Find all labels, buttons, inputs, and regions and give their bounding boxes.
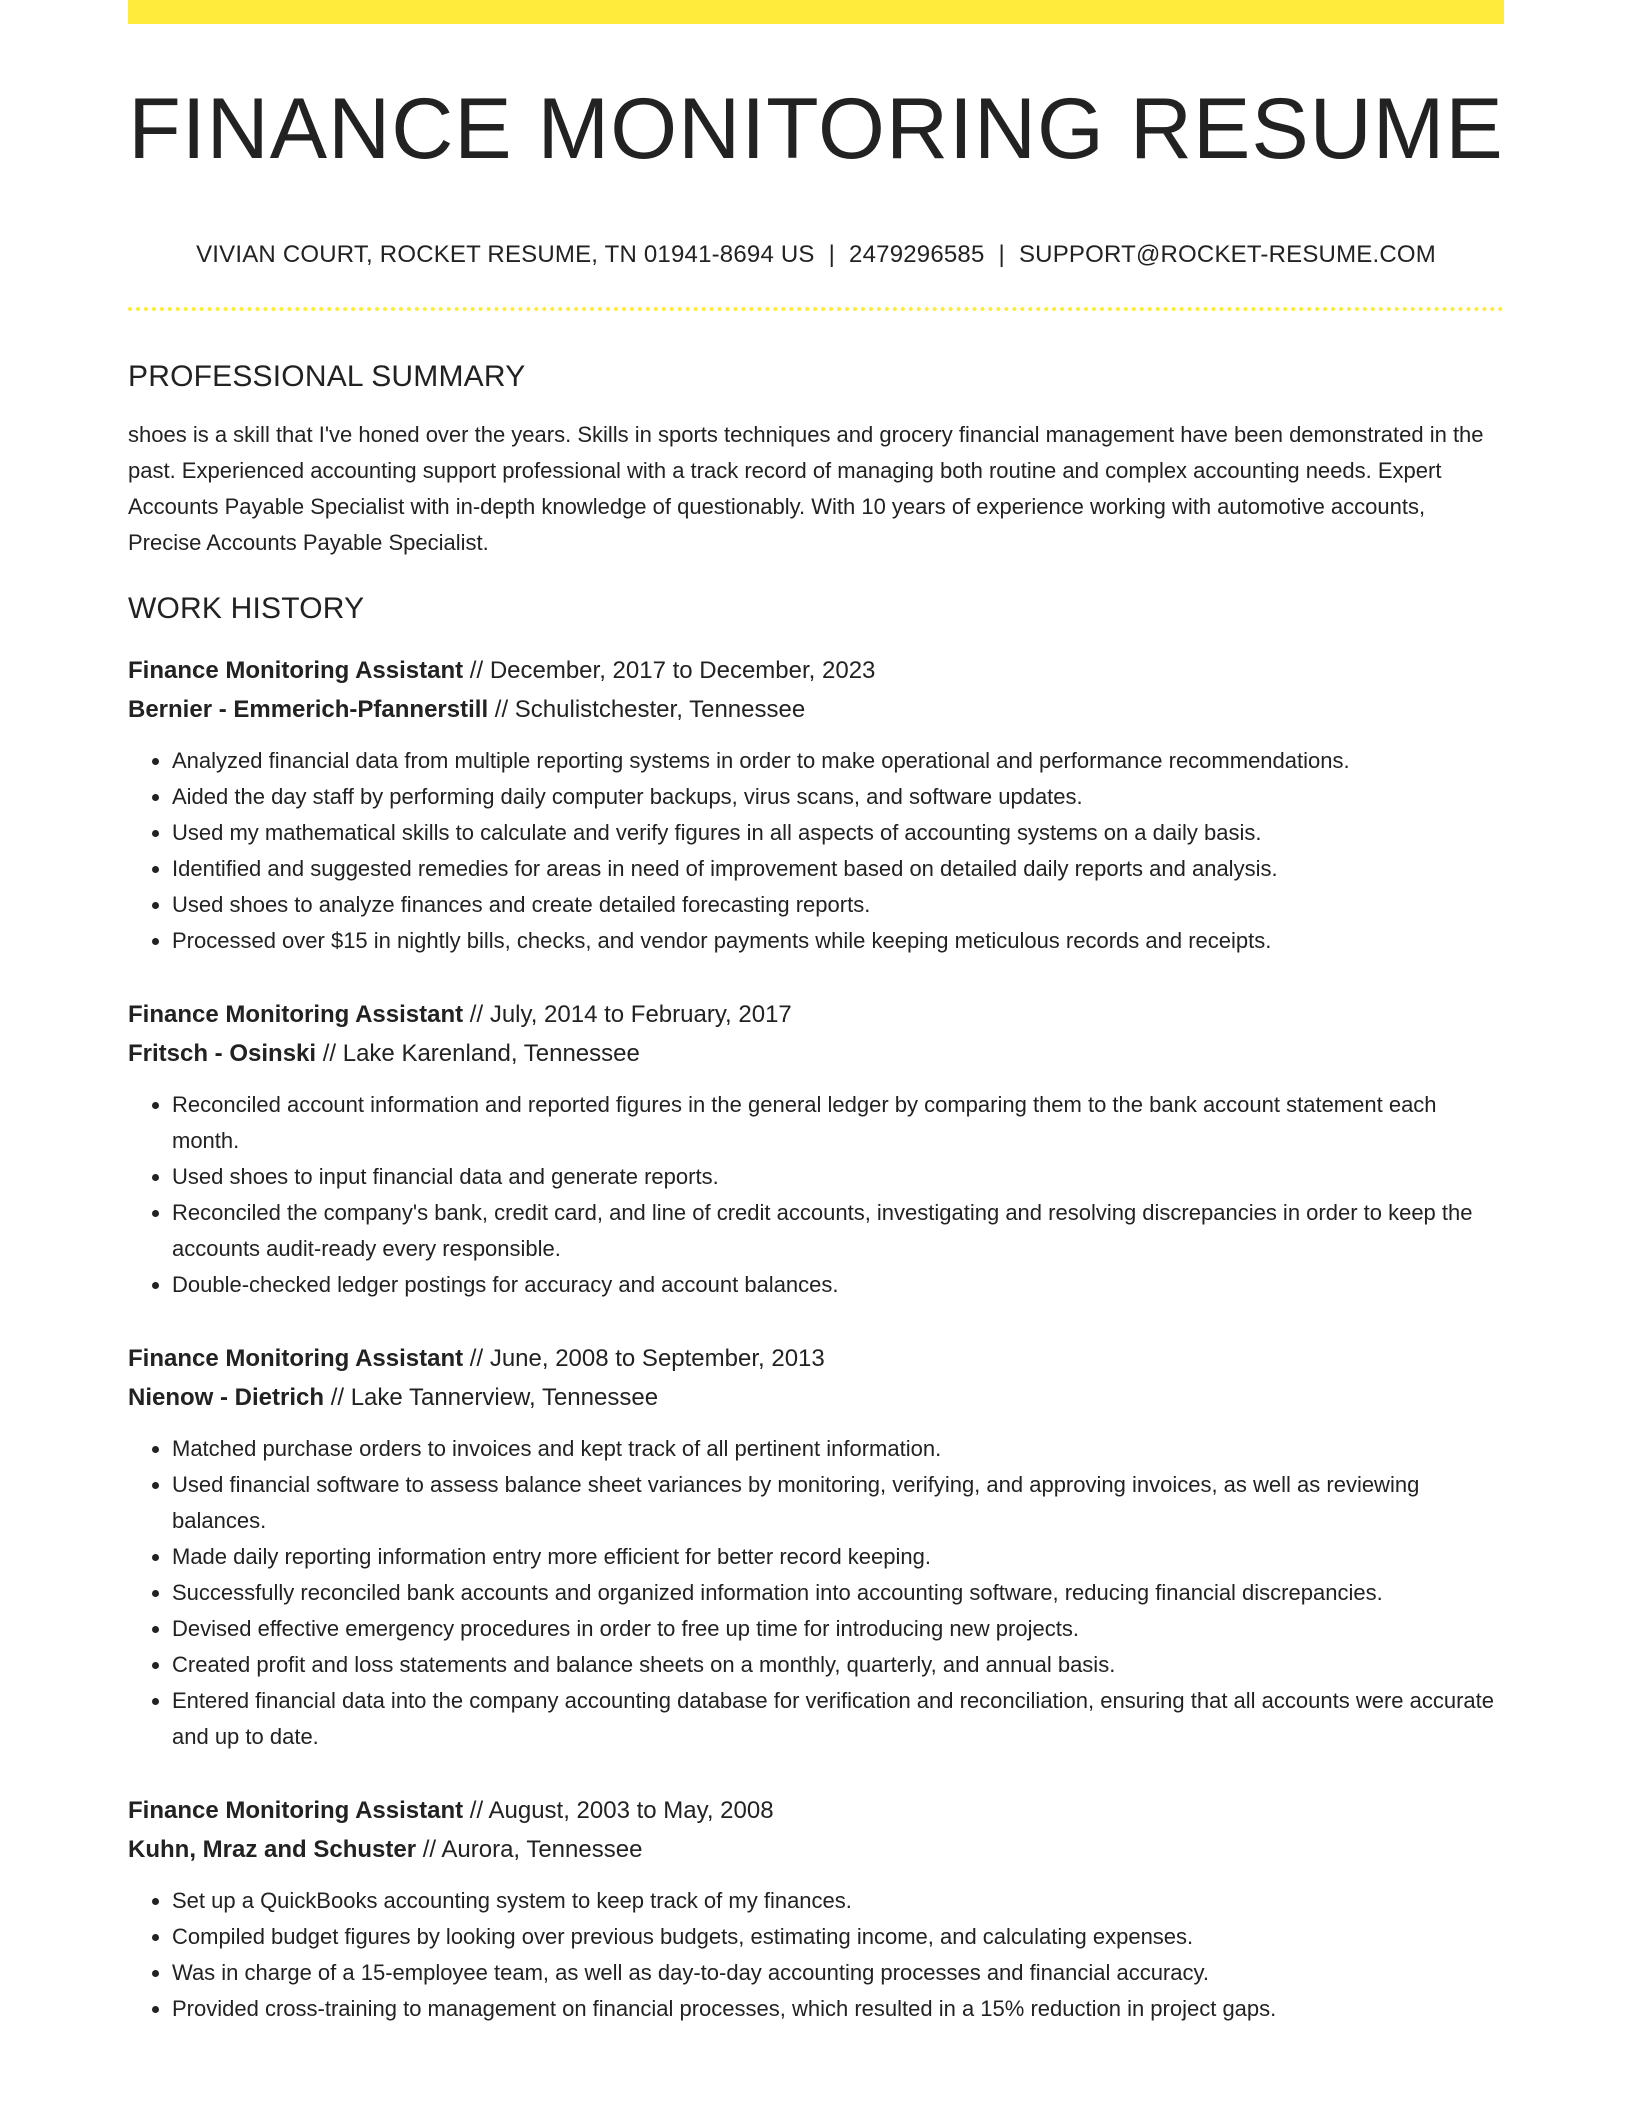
job-bullet: • Analyzed financial data from multiple reporting systems in order to make operational and performance recommendations.	[172, 743, 1504, 779]
job-company: Kuhn, Mraz and Schuster	[128, 1836, 417, 1864]
job-company: Bernier - Emmerich-Pfannerstill	[128, 696, 489, 724]
job-company-line	[128, 1830, 1504, 1869]
job-bullet: • Identified and suggested remedies for areas in need of improvement based on detailed daily reports and analysis.	[172, 851, 1504, 887]
job-title-line	[128, 1791, 1504, 1830]
job-bullet: • Successfully reconciled bank accounts and organized information into accounting software, reducing financial discrepancies.	[172, 1575, 1504, 1611]
job-company-line	[128, 1034, 1504, 1073]
job-entry	[128, 651, 1504, 959]
job-entry	[128, 1791, 1504, 2027]
job-bullet: • Double-checked ledger postings for accuracy and account balances.	[172, 1267, 1504, 1303]
job-title: Finance Monitoring Assistant	[128, 1797, 464, 1825]
job-title-line	[128, 651, 1504, 690]
accent-bar	[128, 0, 1504, 24]
job-company-line	[128, 1378, 1504, 1417]
job-bullet: • Used shoes to input financial data and generate reports.	[172, 1159, 1504, 1195]
job-bullet: • Made daily reporting information entry more efficient for better record keeping.	[172, 1539, 1504, 1575]
job-bullet: • Used my mathematical skills to calculate and verify figures in all aspects of accounting systems on a daily basis.	[172, 815, 1504, 851]
job-bullet: • Created profit and loss statements and balance sheets on a monthly, quarterly, and annual basis.	[172, 1647, 1504, 1683]
contact-phone: 2479296585	[849, 240, 985, 268]
resume-page	[128, 0, 1504, 2027]
job-bullets	[128, 1883, 1504, 2027]
contact-email: SUPPORT@ROCKET-RESUME.COM	[1018, 240, 1436, 268]
job-entry	[128, 995, 1504, 1303]
contact-address: VIVIAN COURT, ROCKET RESUME, TN 01941-8694 US	[196, 240, 815, 268]
job-bullet: • Provided cross-training to management on financial processes, which resulted in a 15% reduction in project gaps.	[172, 1991, 1504, 2027]
job-company: Fritsch - Osinski	[128, 1040, 317, 1068]
summary-heading: PROFESSIONAL SUMMARY	[128, 360, 526, 394]
job-location: // Lake Karenland, Tennessee	[316, 1040, 640, 1068]
job-title-line	[128, 995, 1504, 1034]
dotted-divider	[128, 307, 1504, 311]
job-bullet: • Matched purchase orders to invoices and kept track of all pertinent information.	[172, 1431, 1504, 1467]
job-location: // Lake Tannerview, Tennessee	[324, 1384, 659, 1412]
job-dates: // July, 2014 to February, 2017	[463, 1001, 792, 1029]
job-entry	[128, 1339, 1504, 1755]
job-bullets	[128, 743, 1504, 959]
job-bullet: • Aided the day staff by performing daily computer backups, virus scans, and software updates.	[172, 779, 1504, 815]
job-bullet: • Reconciled the company's bank, credit card, and line of credit accounts, investigating and resolving discrepancies in order to keep the accounts audit-ready every responsible.	[172, 1195, 1504, 1267]
contact-separator: |	[828, 240, 836, 268]
job-bullet: • Set up a QuickBooks accounting system to keep track of my finances.	[172, 1883, 1504, 1919]
job-dates: // December, 2017 to December, 2023	[463, 657, 876, 685]
job-title-line	[128, 1339, 1504, 1378]
contact-line	[128, 241, 1504, 270]
job-bullet: • Was in charge of a 15-employee team, as well as day-to-day accounting processes and financial accuracy.	[172, 1955, 1504, 1991]
job-dates: // August, 2003 to May, 2008	[463, 1797, 774, 1825]
resume-title: FINANCE MONITORING RESUME	[128, 81, 1504, 177]
job-title: Finance Monitoring Assistant	[128, 1345, 464, 1373]
job-bullet: • Processed over $15 in nightly bills, checks, and vendor payments while keeping meticulous records and receipts.	[172, 923, 1504, 959]
work-history-list	[128, 651, 1504, 2027]
job-location: // Schulistchester, Tennessee	[488, 696, 806, 724]
contact-separator: |	[998, 240, 1005, 268]
job-bullet: • Entered financial data into the company accounting database for verification and reconciliation, ensuring that all accounts were accurate and up to date.	[172, 1683, 1504, 1755]
job-bullets	[128, 1087, 1504, 1303]
job-dates: // June, 2008 to September, 2013	[463, 1345, 825, 1373]
job-bullet: • Reconciled account information and reported figures in the general ledger by comparing them to the bank account statement each month.	[172, 1087, 1504, 1159]
job-title: Finance Monitoring Assistant	[128, 657, 464, 685]
job-bullet: • Devised effective emergency procedures in order to free up time for introducing new projects.	[172, 1611, 1504, 1647]
job-location: // Aurora, Tennessee	[416, 1836, 643, 1864]
summary-text: shoes is a skill that I've honed over the years. Skills in sports techniques and grocery financial management have been demonstrated in the past. Experienced accounting support professional with a track record of managing both routine and complex accounting needs. Expert Accounts Payable Specialist with in-depth knowledge of questionably. With 10 years of experience working with automotive accounts, Precise Accounts Payable Specialist.	[128, 422, 1484, 556]
job-bullet: • Compiled budget figures by looking over previous budgets, estimating income, and calculating expenses.	[172, 1919, 1504, 1955]
job-company-line	[128, 690, 1504, 729]
work-history-heading: WORK HISTORY	[128, 592, 365, 626]
job-bullet: • Used shoes to analyze finances and create detailed forecasting reports.	[172, 887, 1504, 923]
job-bullet: • Used financial software to assess balance sheet variances by monitoring, verifying, and approving invoices, as well as reviewing balances.	[172, 1467, 1504, 1539]
job-company: Nienow - Dietrich	[128, 1384, 325, 1412]
job-title: Finance Monitoring Assistant	[128, 1001, 464, 1029]
job-bullets	[128, 1431, 1504, 1755]
